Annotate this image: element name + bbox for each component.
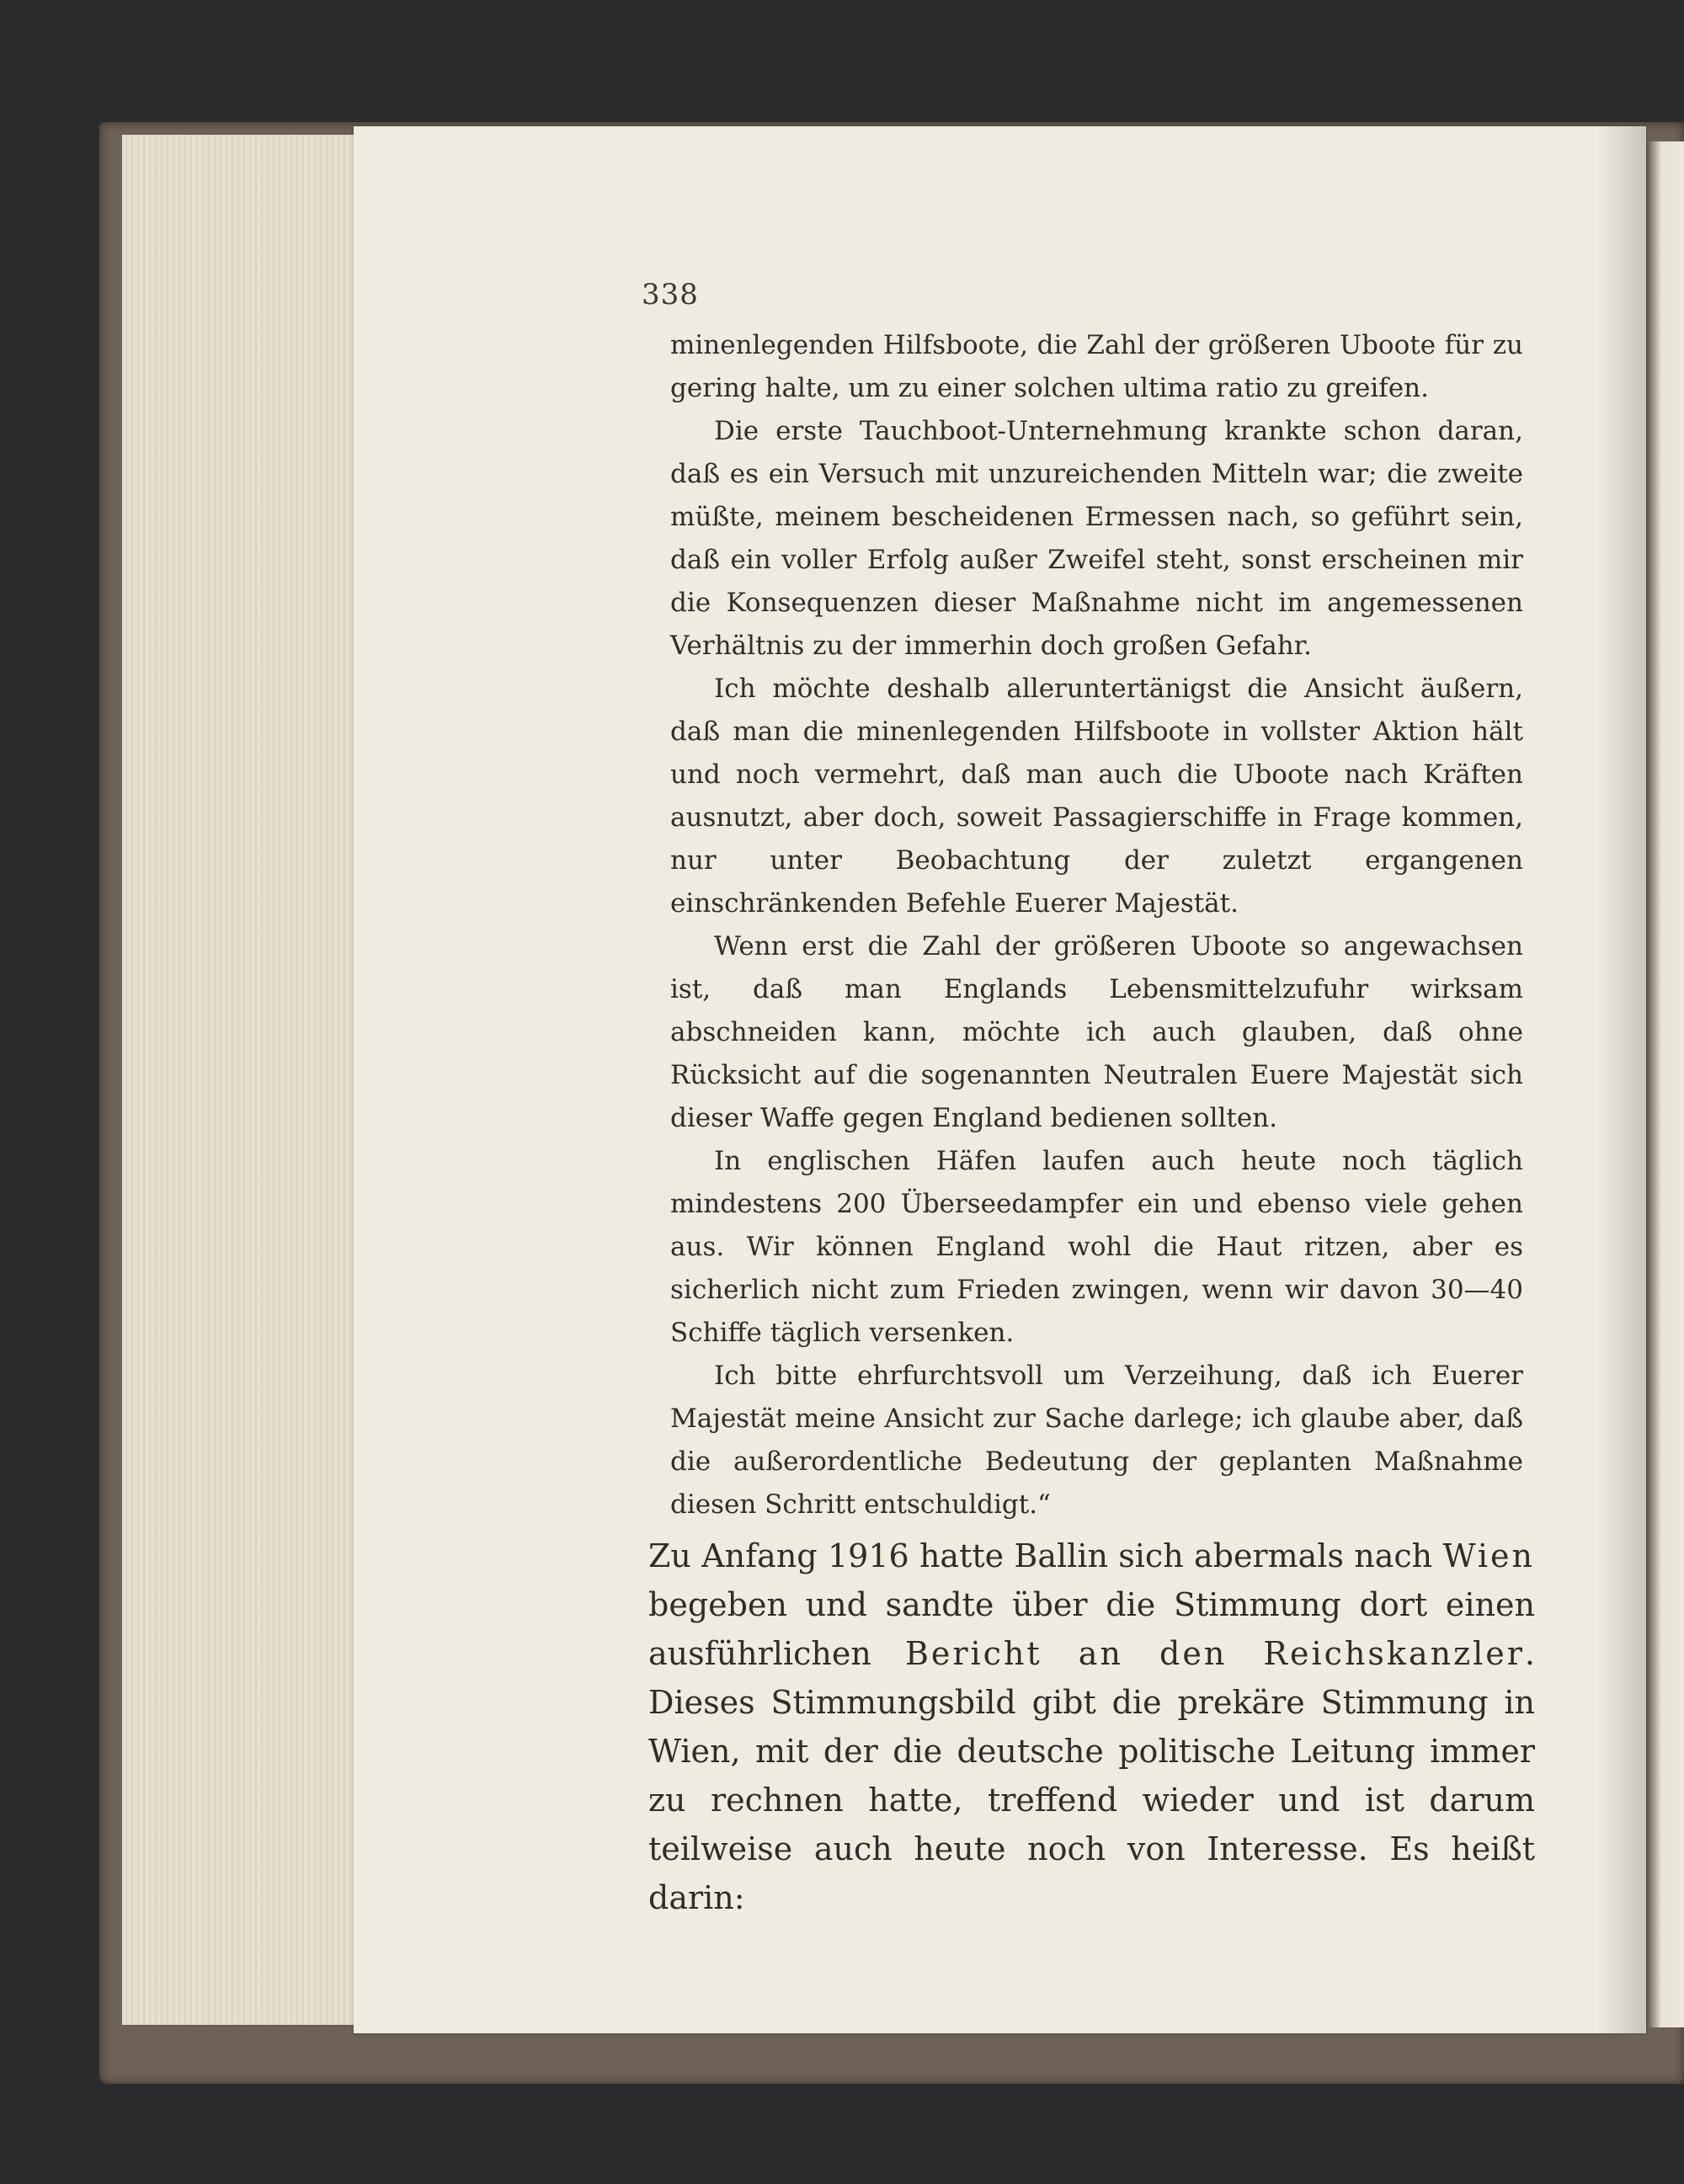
- narrative-text: . Dieses Stimmungsbild gibt die prekäre Stimmung in Wien, mit der die deutsche politische Leitung immer zu rechnen hatte, treffend wieder und ist darum teilweise auch heute noch von Interesse. Es heißt darin:: [648, 1635, 1535, 1916]
- emphasized-place: Wien: [1442, 1537, 1535, 1574]
- page-number: 338: [642, 278, 699, 312]
- page-gutter-shadow: [1596, 126, 1646, 2033]
- letter-paragraph: Die erste Tauchboot-Unternehmung krankte schon daran, daß es ein Versuch mit unzureichenden Mitteln war; die zweite müßte, meinem bescheidenen Ermessen nach, so geführt sein, daß ein voller Erfolg außer Zweifel steht, sonst erscheinen mir die Konsequenzen dieser Maßnahme nicht im angemessenen Verhältnis zu der immerhin doch großen Gefahr.: [670, 416, 1523, 661]
- letter-paragraph: minenlegenden Hilfsboote, die Zahl der größeren Uboote für zu gering halte, um zu einer solchen ultima ratio zu greifen.: [670, 330, 1523, 403]
- letter-paragraph: Ich bitte ehrfurchtsvoll um Verzeihung, daß ich Euerer Majestät meine Ansicht zur Sache darlege; ich glaube aber, daß die außerordentliche Bedeutung der geplanten Maßnahme diesen Schritt entschuldigt.“: [670, 1361, 1523, 1520]
- emphasized-phrase: Bericht an den Reichskanzler: [904, 1635, 1525, 1672]
- narrative-text: Zu Anfang 1916 hatte Ballin sich abermals nach: [648, 1537, 1443, 1574]
- letter-paragraph: Wenn erst die Zahl der größeren Uboote so angewachsen ist, daß man Englands Lebensmittelzufuhr wirksam abschneiden kann, möchte ich auch glauben, daß ohne Rücksicht auf die sogenannten Neutralen Euere Majestät sich dieser Waffe gegen England bedienen sollten.: [670, 931, 1523, 1133]
- letter-paragraph: Ich möchte deshalb alleruntertänigst die Ansicht äußern, daß man die minenlegenden Hilfsboote in vollster Aktion hält und noch vermehrt, daß man auch die Uboote nach Kräften ausnutzt, aber doch, soweit Passagierschiffe in Frage kommen, nur unter Beobachtung der zuletzt ergangenen einschränkenden Befehle Euerer Majestät.: [670, 674, 1523, 919]
- letter-paragraph: In englischen Häfen laufen auch heute noch täglich mindestens 200 Überseedampfer ein und ebenso viele gehen aus. Wir können England wohl die Haut ritzen, aber es sicherlich nicht zum Frieden zwingen, wenn wir davon 30—40 Schiffe täglich versenken.: [670, 1146, 1523, 1348]
- facing-page-edge: [1646, 141, 1684, 2027]
- page-body: [648, 324, 1535, 1922]
- book-page: [354, 126, 1646, 2033]
- page-block-edge: [122, 135, 379, 2025]
- narrative-paragraph: [648, 1531, 1535, 1922]
- narrative-text: begeben und sandte über die Stimmung dort einen ausführlichen: [648, 1586, 1535, 1672]
